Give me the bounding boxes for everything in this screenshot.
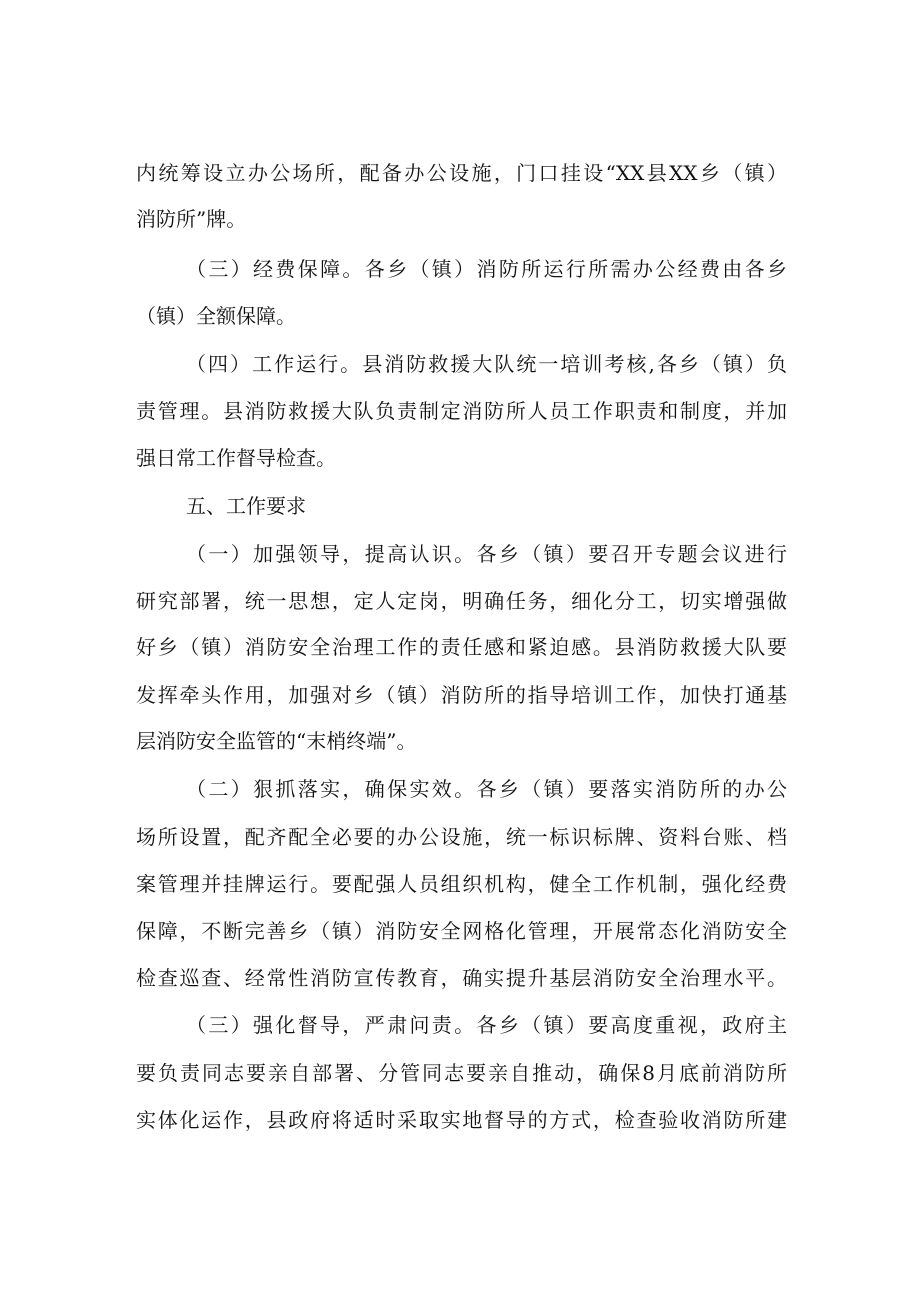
text-line: 好乡（镇）消防安全治理工作的责任感和紧迫感。县消防救援大队要 (136, 635, 787, 659)
text-line: （三）经费保障。各乡（镇）消防所运行所需办公经费由各乡 (186, 257, 787, 281)
text-line: 实体化运作，县政府将适时采取实地督导的方式，检查验收消防所建 (136, 1108, 787, 1132)
text-line: 责管理。县消防救援大队负责制定消防所人员工作职责和制度，并加 (136, 399, 787, 423)
text-line: 消防所”牌。 (136, 207, 247, 231)
section-heading: 五、工作要求 (186, 494, 306, 518)
text-line: （四）工作运行。县消防救援大队统一培训考核,各乡（镇）负 (186, 352, 787, 376)
text-line: 保障，不断完善乡（镇）消防安全网格化管理，开展常态化消防安全 (136, 919, 787, 943)
text-line: 发挥牵头作用，加强对乡（镇）消防所的指导培训工作，加快打通基 (136, 683, 787, 707)
text-line: 强日常工作督导检查。 (136, 446, 336, 470)
text-line: 案管理并挂牌运行。要配强人员组织机构，健全工作机制，强化经费 (136, 872, 787, 896)
text-line: 研究部署，统一思想，定人定岗，明确任务，细化分工，切实增强做 (136, 589, 787, 613)
text-line: 检查巡查、经常性消防宣传教育，确实提升基层消防安全治理水平。 (136, 966, 787, 990)
text-line: 要负责同志要亲自部署、分管同志要亲自推动，确保8月底前消防所 (136, 1061, 787, 1085)
text-line: 场所设置，配齐配全必要的办公设施，统一标识标牌、资料台账、档 (136, 825, 787, 849)
text-line: （镇）全额保障。 (136, 304, 296, 328)
text-line: 内统筹设立办公场所，配备办公设施，门口挂设“XX县XX乡（镇） (136, 161, 787, 185)
text-line: （一）加强领导，提高认识。各乡（镇）要召开专题会议进行 (186, 542, 787, 566)
text-line: （二）狠抓落实，确保实效。各乡（镇）要落实消防所的办公 (186, 777, 787, 801)
text-line: 层消防安全监管的“末梢终端”。 (136, 729, 417, 753)
text-line: （三）强化督导，严肃问责。各乡（镇）要高度重视，政府主 (186, 1013, 787, 1037)
